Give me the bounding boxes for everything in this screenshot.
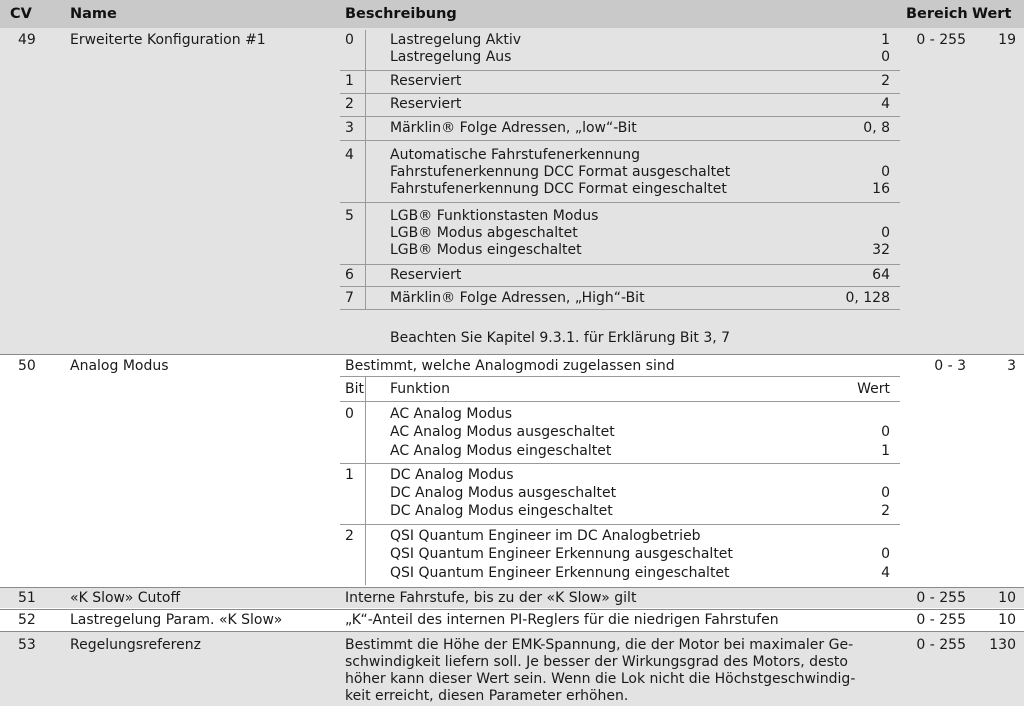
bit-value: 2	[881, 73, 890, 89]
bit-description: QSI Quantum Engineer Erkennung ausgeschaltet	[390, 546, 733, 562]
cv-name: Analog Modus	[70, 358, 169, 374]
bit-description: LGB® Modus abgeschaltet	[390, 225, 578, 241]
cv-description: Interne Fahrstufe, bis zu der «K Slow» gilt	[345, 590, 637, 606]
bit-value: 16	[872, 181, 890, 197]
bit-description: Reserviert	[390, 96, 462, 112]
bit-separator	[340, 401, 900, 402]
cv-number: 49	[18, 32, 36, 48]
cv-value: 19	[998, 32, 1016, 48]
bit-number: 7	[345, 290, 354, 306]
bit-number: 1	[345, 467, 354, 483]
bit-value: 0	[881, 164, 890, 180]
bit-separator	[340, 264, 900, 265]
subheader-wert: Wert	[857, 381, 890, 397]
bit-description: DC Analog Modus eingeschaltet	[390, 503, 613, 519]
bit-number: 0	[345, 32, 354, 48]
bit-description: Lastregelung Aktiv	[390, 32, 522, 48]
bit-value: 0, 8	[863, 120, 890, 136]
cv-value: 10	[998, 612, 1016, 628]
bit-description: AC Analog Modus	[390, 406, 513, 422]
header-wert: Wert	[972, 6, 1012, 22]
cv-number: 50	[18, 358, 36, 374]
cv-description: Bestimmt, welche Analogmodi zugelassen sind	[345, 358, 675, 374]
bit-description: Lastregelung Aus	[390, 49, 512, 65]
bit-value: 1	[881, 443, 890, 459]
bit-value: 64	[872, 267, 890, 283]
bit-separator	[340, 524, 900, 525]
table-header	[0, 0, 1024, 28]
cv-description	[345, 637, 900, 705]
bit-separator	[340, 116, 900, 117]
row-separator	[0, 631, 1024, 632]
bit-value: 0	[881, 546, 890, 562]
bit-number: 0	[345, 406, 354, 422]
bit-separator	[340, 93, 900, 94]
cv-range: 0 - 255	[916, 637, 966, 653]
row-separator	[0, 354, 1024, 355]
bit-value: 0	[881, 424, 890, 440]
subheader-bit: Bit	[345, 381, 364, 397]
bit-description: DC Analog Modus ausgeschaltet	[390, 485, 617, 501]
cv-range: 0 - 255	[916, 590, 966, 606]
bit-description: Fahrstufenerkennung DCC Format eingeschaltet	[390, 181, 727, 197]
description-line: schwindigkeit liefern soll. Je besser der Wirkungsgrad des Motors, desto	[345, 654, 848, 670]
bit-number: 5	[345, 208, 354, 224]
bit-value: 0	[881, 49, 890, 65]
cv-name: Regelungsreferenz	[70, 637, 201, 653]
cv-name: Erweiterte Konfiguration #1	[70, 32, 266, 48]
header-cv: CV	[10, 6, 32, 22]
cv-number: 51	[18, 590, 36, 606]
bit-value: 0, 128	[845, 290, 890, 306]
bit-description: Reserviert	[390, 73, 462, 89]
subheader-funktion: Funktion	[390, 381, 450, 397]
bit-number: 4	[345, 147, 354, 163]
bit-description: LGB® Funktionstasten Modus	[390, 208, 599, 224]
cv-range: 0 - 3	[934, 358, 966, 374]
bit-column-divider	[365, 377, 366, 585]
bit-description: DC Analog Modus	[390, 467, 514, 483]
subheader-separator	[340, 376, 900, 377]
cv-number: 52	[18, 612, 36, 628]
bit-value: 32	[872, 242, 890, 258]
cv-value: 10	[998, 590, 1016, 606]
description-line: keit erreicht, diesen Parameter erhöhen.	[345, 688, 629, 704]
description-line: höher kann dieser Wert sein. Wenn die Lok nicht die Höchstgeschwindig-	[345, 671, 856, 687]
bit-value: 1	[881, 32, 890, 48]
bit-description: QSI Quantum Engineer Erkennung eingeschaltet	[390, 565, 730, 581]
bit-number: 6	[345, 267, 354, 283]
bit-value: 2	[881, 503, 890, 519]
bit-number: 2	[345, 96, 354, 112]
bit-value: 4	[881, 96, 890, 112]
bit-separator	[340, 309, 900, 310]
header-bereich: Bereich	[906, 6, 968, 22]
cv-range: 0 - 255	[916, 612, 966, 628]
cv-number: 53	[18, 637, 36, 653]
bit-description: AC Analog Modus ausgeschaltet	[390, 424, 615, 440]
bit-separator	[340, 140, 900, 141]
header-name: Name	[70, 6, 117, 22]
bit-number: 1	[345, 73, 354, 89]
bit-description: Märklin® Folge Adressen, „low“-Bit	[390, 120, 637, 136]
bit-separator	[340, 70, 900, 71]
bit-description: QSI Quantum Engineer im DC Analogbetrieb	[390, 528, 701, 544]
bit-description: Automatische Fahrstufenerkennung	[390, 147, 641, 163]
cv-name: «K Slow» Cutoff	[70, 590, 181, 606]
bit-column-divider	[365, 30, 366, 309]
cv-description: „K“-Anteil des internen PI-Reglers für die niedrigen Fahrstufen	[345, 612, 779, 628]
row-separator	[0, 609, 1024, 610]
cv-value: 3	[1007, 358, 1016, 374]
bit-number: 2	[345, 528, 354, 544]
cv-value: 130	[989, 637, 1016, 653]
cv-name: Lastregelung Param. «K Slow»	[70, 612, 283, 628]
bit-separator	[340, 202, 900, 203]
bit-value: 4	[881, 565, 890, 581]
bit-value: 0	[881, 225, 890, 241]
bit-description: Reserviert	[390, 267, 462, 283]
header-beschreibung: Beschreibung	[345, 6, 457, 22]
bit-number: 3	[345, 120, 354, 136]
description-line: Bestimmt die Höhe der EMK-Spannung, die der Motor bei maximaler Ge-	[345, 637, 854, 653]
cv-note: Beachten Sie Kapitel 9.3.1. für Erklärung Bit 3, 7	[390, 330, 731, 346]
row-separator	[0, 587, 1024, 588]
bit-description: AC Analog Modus eingeschaltet	[390, 443, 612, 459]
cv-range: 0 - 255	[916, 32, 966, 48]
bit-separator	[340, 286, 900, 287]
bit-separator	[340, 463, 900, 464]
bit-description: LGB® Modus eingeschaltet	[390, 242, 582, 258]
bit-value: 0	[881, 485, 890, 501]
bit-description: Märklin® Folge Adressen, „High“-Bit	[390, 290, 645, 306]
bit-description: Fahrstufenerkennung DCC Format ausgeschaltet	[390, 164, 731, 180]
